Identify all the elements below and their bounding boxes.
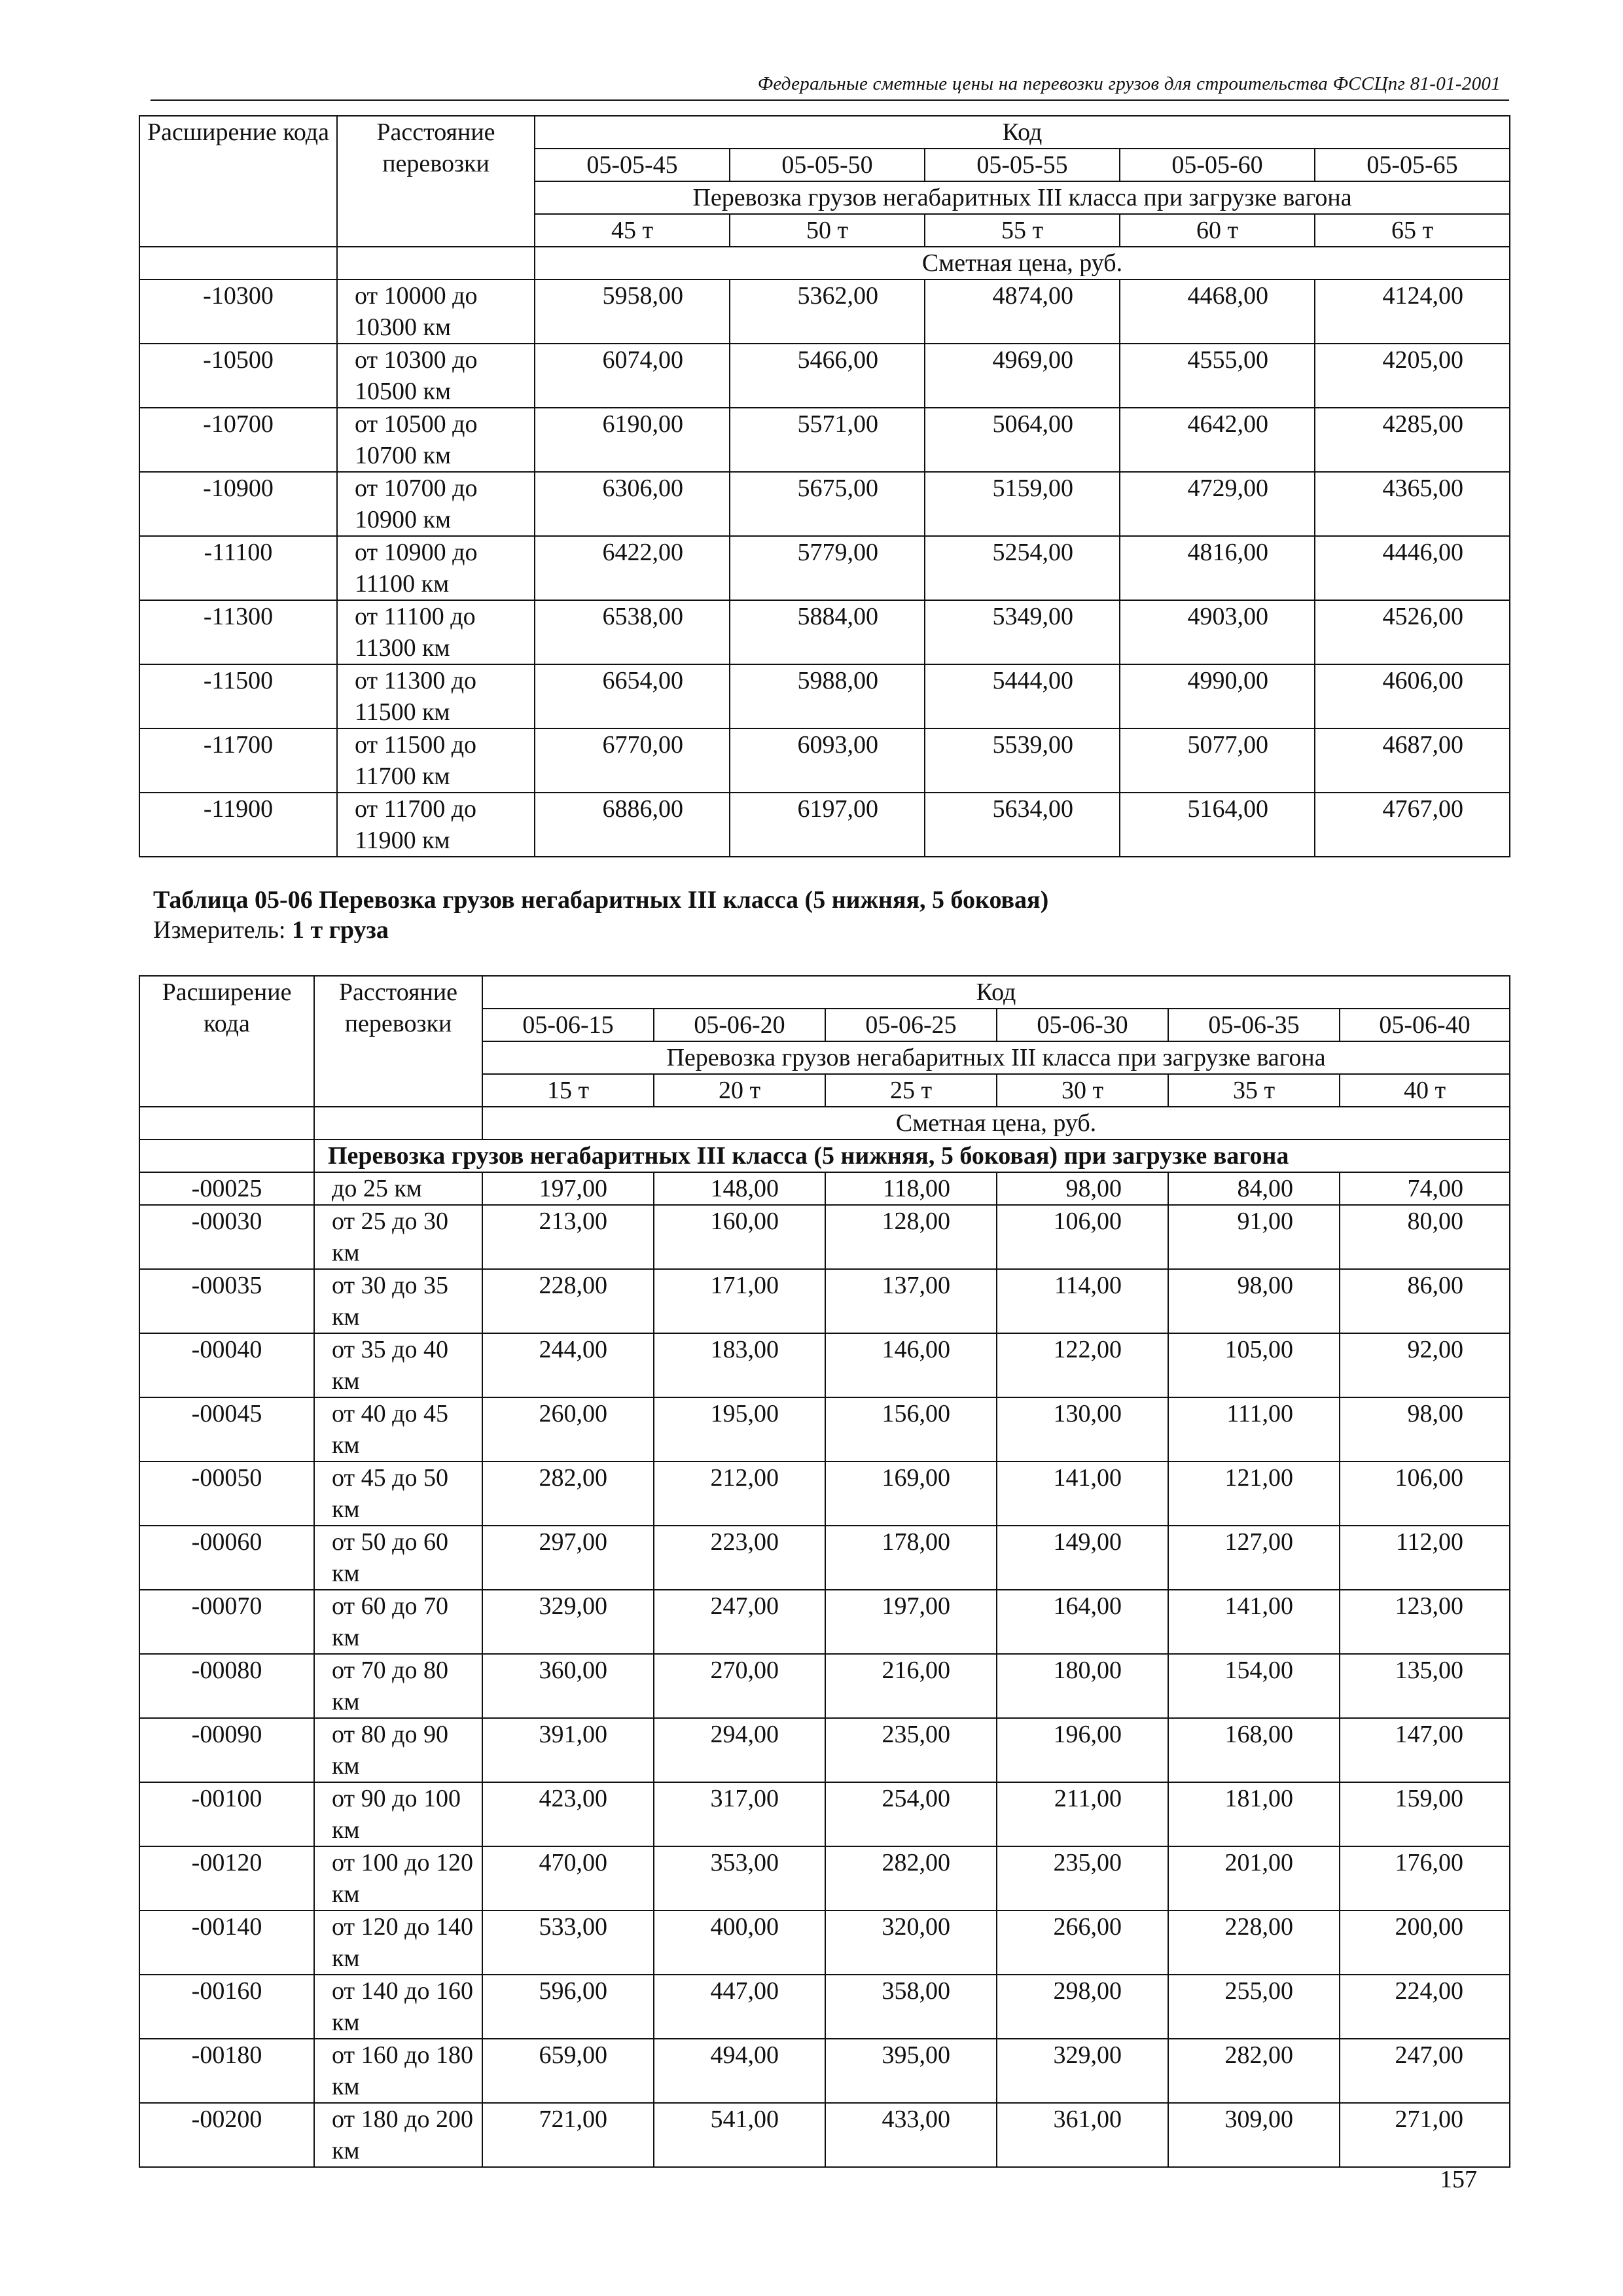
row-distance: от 35 до 40 км [314,1333,482,1397]
column-header-extension: Расширение кода [139,976,314,1107]
price-cell: 659,00 [482,2039,654,2103]
table-row [139,1910,1510,1975]
row-distance: от 30 до 35 км [314,1269,482,1333]
price-cell: 141,00 [1168,1590,1340,1654]
row-extension-code: -00180 [139,2039,314,2103]
price-cell: 105,00 [1168,1333,1340,1397]
row-extension-code: -00080 [139,1654,314,1718]
row-extension-code: -00100 [139,1782,314,1846]
price-cell: 447,00 [654,1975,825,2039]
price-cell: 197,00 [482,1172,654,1205]
price-cell: 114,00 [997,1269,1168,1333]
code-cell: 05-06-15 [482,1009,654,1041]
price-cell: 297,00 [482,1526,654,1590]
table-row [139,664,1510,728]
price-cell: 6538,00 [535,600,730,664]
row-extension-code: -10300 [139,279,337,344]
price-cell: 223,00 [654,1526,825,1590]
price-cell: 317,00 [654,1782,825,1846]
row-extension-code: -00120 [139,1846,314,1910]
price-cell: 84,00 [1168,1172,1340,1205]
price-cell: 235,00 [825,1718,997,1782]
row-distance: от 100 до 120 км [314,1846,482,1910]
price-cell: 181,00 [1168,1782,1340,1846]
price-cell: 4729,00 [1120,472,1315,536]
price-cell: 721,00 [482,2103,654,2167]
row-extension-code: -11700 [139,728,337,793]
table-row [139,728,1510,793]
table-row [139,1654,1510,1718]
price-cell: 123,00 [1340,1590,1510,1654]
unit-label: Измеритель: [153,916,292,944]
group-header: Перевозка грузов негабаритных III класса при загрузке вагона [535,181,1510,214]
row-distance: до 25 км [314,1172,482,1205]
price-cell: 282,00 [825,1846,997,1910]
price-cell: 213,00 [482,1205,654,1269]
empty-cell [337,247,535,279]
price-cell: 146,00 [825,1333,997,1397]
price-cell: 178,00 [825,1526,997,1590]
empty-cell [314,1107,482,1139]
row-distance: от 90 до 100 км [314,1782,482,1846]
row-extension-code: -00030 [139,1205,314,1269]
price-cell: 224,00 [1340,1975,1510,2039]
price-cell: 5988,00 [730,664,925,728]
row-extension-code: -11100 [139,536,337,600]
table-row [139,1590,1510,1654]
row-distance: от 40 до 45 км [314,1397,482,1462]
price-cell: 154,00 [1168,1654,1340,1718]
row-distance: от 70 до 80 км [314,1654,482,1718]
price-cell: 4767,00 [1315,793,1510,857]
price-cell: 164,00 [997,1590,1168,1654]
price-cell: 6770,00 [535,728,730,793]
row-distance: от 180 до 200 км [314,2103,482,2167]
row-distance: от 11100 до 11300 км [337,600,535,664]
price-cell: 4687,00 [1315,728,1510,793]
price-cell: 201,00 [1168,1846,1340,1910]
price-cell: 5539,00 [925,728,1120,793]
price-cell: 200,00 [1340,1910,1510,1975]
price-cell: 4285,00 [1315,408,1510,472]
price-cell: 4874,00 [925,279,1120,344]
row-distance: от 11500 до 11700 км [337,728,535,793]
price-cell: 127,00 [1168,1526,1340,1590]
price-cell: 271,00 [1340,2103,1510,2167]
row-extension-code: -00140 [139,1910,314,1975]
code-cell: 05-05-55 [925,149,1120,181]
price-cell: 169,00 [825,1462,997,1526]
row-distance: от 140 до 160 км [314,1975,482,2039]
column-header-distance: Расстояние перевозки [314,976,482,1107]
price-cell: 106,00 [997,1205,1168,1269]
price-cell: 86,00 [1340,1269,1510,1333]
price-cell: 5444,00 [925,664,1120,728]
group-header: Перевозка грузов негабаритных III класса при загрузке вагона [482,1041,1510,1074]
price-cell: 5164,00 [1120,793,1315,857]
table-row [139,1172,1510,1205]
column-header-extension: Расширение кода [139,116,337,247]
price-cell: 118,00 [825,1172,997,1205]
table-row [139,1333,1510,1397]
price-cell: 4205,00 [1315,344,1510,408]
price-cell: 266,00 [997,1910,1168,1975]
table-row [139,1205,1510,1269]
table-row [139,1397,1510,1462]
price-cell: 147,00 [1340,1718,1510,1782]
price-cell: 5077,00 [1120,728,1315,793]
load-cell: 40 т [1340,1074,1510,1107]
price-cell: 4903,00 [1120,600,1315,664]
table-row [139,1526,1510,1590]
price-cell: 183,00 [654,1333,825,1397]
row-distance: от 10000 до 10300 км [337,279,535,344]
price-cell: 5254,00 [925,536,1120,600]
price-cell: 358,00 [825,1975,997,2039]
price-cell: 197,00 [825,1590,997,1654]
row-extension-code: -00050 [139,1462,314,1526]
load-cell: 20 т [654,1074,825,1107]
row-distance: от 60 до 70 км [314,1590,482,1654]
price-cell: 149,00 [997,1526,1168,1590]
price-cell: 135,00 [1340,1654,1510,1718]
code-cell: 05-06-30 [997,1009,1168,1041]
price-cell: 92,00 [1340,1333,1510,1397]
price-cell: 329,00 [482,1590,654,1654]
code-cell: 05-05-65 [1315,149,1510,181]
code-cell: 05-05-50 [730,149,925,181]
row-distance: от 11300 до 11500 км [337,664,535,728]
table-row [139,600,1510,664]
price-cell: 494,00 [654,2039,825,2103]
table-row [139,408,1510,472]
row-extension-code: -00035 [139,1269,314,1333]
price-cell: 130,00 [997,1397,1168,1462]
price-cell: 353,00 [654,1846,825,1910]
price-cell: 168,00 [1168,1718,1340,1782]
load-cell: 55 т [925,214,1120,247]
price-cell: 247,00 [654,1590,825,1654]
table-row [139,1782,1510,1846]
section-header: Перевозка грузов негабаритных III класса (5 нижняя, 5 боковая) при загрузке вагона [314,1139,1510,1172]
price-cell: 247,00 [1340,2039,1510,2103]
row-distance: от 10500 до 10700 км [337,408,535,472]
price-cell: 121,00 [1168,1462,1340,1526]
price-cell: 212,00 [654,1462,825,1526]
table-row [139,279,1510,344]
price-cell: 6074,00 [535,344,730,408]
price-cell: 255,00 [1168,1975,1340,2039]
code-cell: 05-06-35 [1168,1009,1340,1041]
empty-cell [139,247,337,279]
table-row [139,1975,1510,2039]
price-cell: 294,00 [654,1718,825,1782]
row-extension-code: -00160 [139,1975,314,2039]
row-extension-code: -10900 [139,472,337,536]
price-cell: 112,00 [1340,1526,1510,1590]
table-row [139,536,1510,600]
price-cell: 5571,00 [730,408,925,472]
code-cell: 05-06-25 [825,1009,997,1041]
price-cell: 4555,00 [1120,344,1315,408]
load-cell: 45 т [535,214,730,247]
load-cell: 60 т [1120,214,1315,247]
price-cell: 4642,00 [1120,408,1315,472]
price-cell: 6422,00 [535,536,730,600]
row-extension-code: -00040 [139,1333,314,1397]
row-distance: от 25 до 30 км [314,1205,482,1269]
price-cell: 228,00 [482,1269,654,1333]
price-cell: 329,00 [997,2039,1168,2103]
table-05-06 [139,975,1510,2168]
price-cell: 4468,00 [1120,279,1315,344]
price-cell: 228,00 [1168,1910,1340,1975]
price-cell: 5362,00 [730,279,925,344]
row-extension-code: -10500 [139,344,337,408]
price-cell: 470,00 [482,1846,654,1910]
price-cell: 6197,00 [730,793,925,857]
price-cell: 5779,00 [730,536,925,600]
empty-cell [139,1107,314,1139]
price-cell: 282,00 [482,1462,654,1526]
price-cell: 216,00 [825,1654,997,1718]
price-cell: 4969,00 [925,344,1120,408]
price-cell: 4446,00 [1315,536,1510,600]
price-cell: 596,00 [482,1975,654,2039]
price-cell: 260,00 [482,1397,654,1462]
price-cell: 391,00 [482,1718,654,1782]
row-extension-code: -10700 [139,408,337,472]
price-cell: 6886,00 [535,793,730,857]
price-cell: 111,00 [1168,1397,1340,1462]
price-cell: 4124,00 [1315,279,1510,344]
row-extension-code: -00200 [139,2103,314,2167]
column-header-code: Код [535,116,1510,149]
price-cell: 98,00 [1340,1397,1510,1462]
price-cell: 180,00 [997,1654,1168,1718]
price-cell: 4526,00 [1315,600,1510,664]
price-cell: 5064,00 [925,408,1120,472]
unit-value: 1 т груза [292,916,389,944]
price-cell: 91,00 [1168,1205,1340,1269]
header-rule [151,99,1509,101]
price-cell: 156,00 [825,1397,997,1462]
table-row [139,793,1510,857]
price-cell: 6306,00 [535,472,730,536]
row-distance: от 10900 до 11100 км [337,536,535,600]
price-cell: 298,00 [997,1975,1168,2039]
price-cell: 5466,00 [730,344,925,408]
price-cell: 137,00 [825,1269,997,1333]
load-cell: 30 т [997,1074,1168,1107]
code-cell: 05-06-20 [654,1009,825,1041]
price-cell: 5675,00 [730,472,925,536]
price-header: Сметная цена, руб. [482,1107,1510,1139]
row-distance: от 10700 до 10900 км [337,472,535,536]
row-extension-code: -00025 [139,1172,314,1205]
row-extension-code: -11300 [139,600,337,664]
table-row [139,2039,1510,2103]
price-cell: 309,00 [1168,2103,1340,2167]
row-extension-code: -00060 [139,1526,314,1590]
price-cell: 176,00 [1340,1846,1510,1910]
price-cell: 80,00 [1340,1205,1510,1269]
row-distance: от 50 до 60 км [314,1526,482,1590]
row-distance: от 10300 до 10500 км [337,344,535,408]
table-row [139,2103,1510,2167]
row-extension-code: -00070 [139,1590,314,1654]
row-extension-code: -00045 [139,1397,314,1462]
price-cell: 320,00 [825,1910,997,1975]
price-cell: 5349,00 [925,600,1120,664]
price-cell: 196,00 [997,1718,1168,1782]
price-header: Сметная цена, руб. [535,247,1510,279]
row-extension-code: -11500 [139,664,337,728]
price-cell: 148,00 [654,1172,825,1205]
table-unit [153,915,389,945]
price-cell: 533,00 [482,1910,654,1975]
price-cell: 74,00 [1340,1172,1510,1205]
price-cell: 4365,00 [1315,472,1510,536]
running-header: Федеральные сметные цены на перевозки грузов для строительства ФССЦпг 81-01-2001 [757,73,1501,94]
price-cell: 395,00 [825,2039,997,2103]
table-row [139,344,1510,408]
price-cell: 282,00 [1168,2039,1340,2103]
empty-cell [139,1139,314,1172]
price-cell: 122,00 [997,1333,1168,1397]
price-cell: 98,00 [1168,1269,1340,1333]
table-row [139,1462,1510,1526]
row-distance: от 80 до 90 км [314,1718,482,1782]
column-header-distance: Расстояние перевозки [337,116,535,247]
price-cell: 5159,00 [925,472,1120,536]
price-cell: 5958,00 [535,279,730,344]
table-row [139,472,1510,536]
price-cell: 360,00 [482,1654,654,1718]
price-cell: 4816,00 [1120,536,1315,600]
table-row [139,1718,1510,1782]
price-cell: 106,00 [1340,1462,1510,1526]
price-cell: 400,00 [654,1910,825,1975]
price-cell: 141,00 [997,1462,1168,1526]
price-cell: 6093,00 [730,728,925,793]
price-cell: 211,00 [997,1782,1168,1846]
price-cell: 423,00 [482,1782,654,1846]
price-cell: 4606,00 [1315,664,1510,728]
load-cell: 50 т [730,214,925,247]
price-cell: 5884,00 [730,600,925,664]
price-cell: 160,00 [654,1205,825,1269]
price-cell: 195,00 [654,1397,825,1462]
price-cell: 6654,00 [535,664,730,728]
price-cell: 244,00 [482,1333,654,1397]
price-cell: 98,00 [997,1172,1168,1205]
page-number: 157 [1440,2166,1477,2193]
row-extension-code: -00090 [139,1718,314,1782]
price-cell: 361,00 [997,2103,1168,2167]
table-row [139,1846,1510,1910]
row-distance: от 11700 до 11900 км [337,793,535,857]
load-cell: 35 т [1168,1074,1340,1107]
row-distance: от 120 до 140 км [314,1910,482,1975]
row-extension-code: -11900 [139,793,337,857]
price-cell: 433,00 [825,2103,997,2167]
price-cell: 159,00 [1340,1782,1510,1846]
table-05-05 [139,115,1510,857]
code-cell: 05-05-45 [535,149,730,181]
load-cell: 65 т [1315,214,1510,247]
load-cell: 25 т [825,1074,997,1107]
column-header-code: Код [482,976,1510,1009]
price-cell: 235,00 [997,1846,1168,1910]
row-distance: от 45 до 50 км [314,1462,482,1526]
price-cell: 5634,00 [925,793,1120,857]
price-cell: 270,00 [654,1654,825,1718]
load-cell: 15 т [482,1074,654,1107]
price-cell: 541,00 [654,2103,825,2167]
price-cell: 128,00 [825,1205,997,1269]
table-caption: Таблица 05-06 Перевозка грузов негабаритных III класса (5 нижняя, 5 боковая) [153,886,1049,914]
code-cell: 05-05-60 [1120,149,1315,181]
price-cell: 171,00 [654,1269,825,1333]
price-cell: 6190,00 [535,408,730,472]
code-cell: 05-06-40 [1340,1009,1510,1041]
row-distance: от 160 до 180 км [314,2039,482,2103]
price-cell: 254,00 [825,1782,997,1846]
table-row [139,1269,1510,1333]
price-cell: 4990,00 [1120,664,1315,728]
